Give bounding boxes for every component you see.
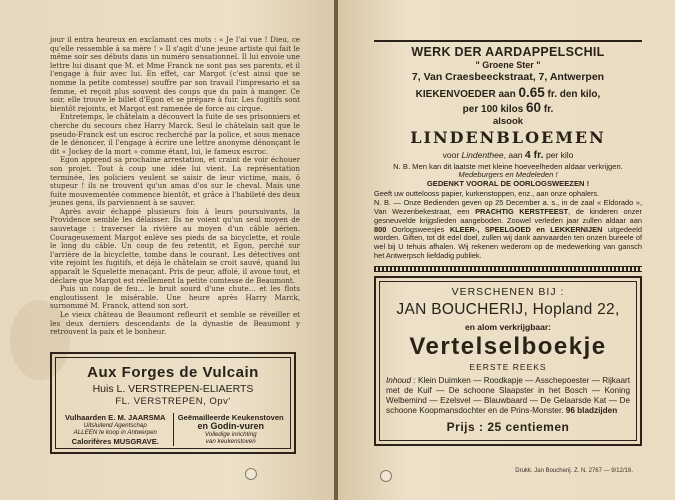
story-paragraph: Le vieux château de Beaumont refleurit et semble se réveiller et les deux derniers descendants de la dynastie de Beaumont y retrouvent la paix et le bonheur.: [50, 310, 300, 337]
ad-title: Aux Forges de Vulcain: [87, 364, 259, 381]
verschenen-bij: VERSCHENEN BIJ :: [451, 285, 565, 298]
per100-price: 60: [526, 100, 542, 115]
ad-line: en Godin-vuren: [197, 421, 264, 431]
nb2-kerstfeest: PRACHTIG KERSTFEEST: [475, 206, 569, 216]
ad-line: Geëmailleerde Keukenstoven: [177, 413, 284, 422]
geeft-text: Geeft uw outtelooss papier, kurkenstoppen, enz., aan onze ophalers.: [374, 188, 600, 198]
ad-right-column: [177, 413, 284, 446]
story-paragraph: Entretemps, le châtelain a découvert la fuite de ses prisonniers et cherche du secours chez Harry Marck. Seul le châtelain sait que le pseudo-Franck est un escroc recherché par la police, et sous menace de le dénoncer, il l'engage à écrire une lettre anonyme dénonçant le dit « Jockey de la mort » comme étant, lui, le fameux escroc.: [50, 112, 300, 156]
per100-unit: fr.: [543, 104, 554, 115]
book-title: Vertelselboekje: [409, 332, 607, 360]
lindenthee-price: 4 fr.: [524, 149, 544, 161]
printer-line: Drukk. Jan Boucherij. Z. N. 2767 — 9/12/16.: [515, 468, 633, 474]
appeal: [374, 171, 642, 189]
ad-line: Uitsluitend Agentschap: [83, 422, 147, 429]
story-paragraph: Puis un coup de feu... le bruit sourd d'une chute... et les flots engloutissent le misérable. Une heure après Harry Marck, surnommé M. Franck, attend son sort.: [50, 284, 300, 311]
ad-house: Huis L. VERSTREPEN-ELIAERTS: [92, 383, 254, 395]
inhoud-text: Klein Duimken — Roodkapje — Asschepoester — Rijkaart met de Kuif — De schoone Slaapster in het Bosch — Koning Welbemind — Ezelsvel — Blauwbaard — De Gelaarsde Kat — De schoone Koopmansdochter en de Prins-Monster.: [386, 375, 631, 415]
ad-line: Volledige inrichting: [204, 431, 257, 438]
reeks: EERSTE REEKS: [469, 361, 547, 372]
nb2-part: dank aanvaarden ten onzen bureele of wel bij U tehuis afhalen. Wij rekenen wederom op de medewerking van gansch het Antwerpsch liefdadig publiek.: [374, 233, 642, 260]
publisher: JAN BOUCHERIJ, Hopland 22,: [396, 300, 620, 318]
column-divider: [173, 413, 174, 446]
nb-note-1: N. B. Men kan dit laatste met kleine hoeveelheden aldaar verkrijgen.: [393, 162, 623, 171]
voor-label: voor: [442, 150, 460, 160]
decorative-rule: [374, 266, 642, 272]
werk-title: WERK DER AARDAPPELSCHIL: [411, 45, 605, 59]
staple-hole-icon: [245, 468, 257, 480]
nb2-part: Oorlogsweesjes: [391, 224, 445, 234]
nb2-gifts: KLEER-, SPEELGOED en LEKKERNIJEN: [449, 224, 603, 234]
book-price: Prijs : 25 centiemen: [446, 419, 570, 434]
kiekenvoeder-unit: fr. den kilo,: [547, 89, 601, 100]
lindenbloemen-heading: LINDENBLOEMEN: [410, 128, 606, 147]
nb2-part: uitgedeeld worden. Giften, tot dit edel doel, zullen wij: [374, 224, 642, 243]
alsook: alsook: [492, 116, 524, 127]
alom-verkrijgbaar: en alom verkrijgbaar:: [465, 321, 551, 332]
nb2-part: , de kinderen onzer gesneuvelde krijgslieden aangeboden. Zoowel verleden jaar zullen aldaar aan: [374, 206, 642, 225]
nb-note-2: [374, 199, 642, 261]
ad-owner: FL. VERSTREPEN, Opv': [115, 396, 231, 407]
top-rule: [374, 40, 642, 42]
right-page: [338, 0, 675, 500]
vulcain-advertisement: [50, 352, 296, 454]
inhoud-label: Inhoud :: [386, 375, 416, 385]
vertelselboekje-advertisement: [374, 276, 642, 446]
left-page: [0, 0, 336, 500]
aardappelschil-notice: [374, 40, 642, 446]
address: 7, Van Craesbeeckstraat, 7, Antwerpen: [411, 71, 605, 83]
lindenthee: Lindenthee: [461, 150, 504, 160]
voor-mid: , aan: [503, 150, 523, 160]
story-text: [50, 36, 300, 337]
ad-left-column: [62, 413, 169, 446]
kiekenvoeder-price: 0.65: [518, 85, 545, 100]
lindenthee-line: [374, 149, 642, 161]
nb2-count: 800: [374, 224, 387, 234]
inhoud: [386, 376, 630, 416]
per100-label: per 100 kilos: [462, 104, 524, 115]
gedenkt: GEDENKT VOORAL DE OORLOGSWEEZEN !: [426, 178, 590, 188]
ad-line: Vulhaarden E. M. JAARSMA: [64, 413, 166, 422]
kiekenvoeder-label: KIEKENVOEDER aan: [415, 89, 516, 100]
voor-unit: per kilo: [545, 150, 574, 160]
story-paragraph: Après avoir échappé plusieurs fois à leurs poursuivants, la Providence semble les délaisser. Ils ne voient qu'un seul moyen de sauvetage : traverser la rivière au moyen d'un câble aérien. Courageusement Margot enlève ses pieds de sa bicyclette, et roule le long du câble. Un coup de feu retentit, et Egon, perché sur l'arrière de la bicyclette, tombe dans le courant. Les détectives ont vite rejoint les fugitifs, et déjà le châtelain se croit sauvé, quand lui apparaît le Squelette menaçant. Pris de peur, affolé, il avoue tout, et déclare que Margot est réellement la petite comtesse de Beaumont.: [50, 206, 300, 285]
story-paragraph: jour il entra heureux en exclamant ces mots : « Je l'ai vue ! Dieu, ce qu'elle ressemble à sa mère ! » Il s'agit d'une jeune artiste qui fait le même soir ses débuts dans un numéro sensationnel. Il lui envoie une lettre lui disant que M. et Mme Franck ne sont pas ses parents, et il l'engage à fuir avec lui. En effet, car Margot (c'est ainsi que se nomme la petite comtesse) souffre par son travail l'impresario et sa femme, et reçoit plus souvent des coups que du pain à manger. Ce soir, elle trouve le billet d'Egon et se prépare à fuir. Les fugitifs sont bientôt rejoints, et Margot est ramenée de force au cirque.: [50, 35, 300, 113]
medeburgers: Medeburgers en Medeleden !: [458, 170, 558, 179]
ad-line: ALLEEN te koop in Antwerpen: [73, 429, 157, 437]
story-paragraph: Egon apprend sa prochaine arrestation, et craint de voir échouer son projet. Tout à coup une idée lui vient. La représentation terminée, les policiers veulent se saisir de leur victime, mais, ô stupeur ! ils ne trouvent qu'un amas d'os sur le cheval. Mais une fuite mouvementée commence bientôt, et grâce à l'habileté des deux jeunes gens, ils parviennent à se sauver.: [50, 155, 300, 208]
staple-hole-icon: [380, 470, 392, 482]
ad-line: Calorifères MUSGRAVE.: [71, 436, 159, 446]
nb2-part: N. B. — Onze Bedienden geven op 25 December a. s., in de zaal « Eldorado », Van Wezenbekestraat, een: [374, 198, 642, 216]
ad-line: van keukenstoven: [205, 438, 256, 446]
groene-ster: " Groene Ster ": [475, 60, 541, 70]
kiekenvoeder-line: [374, 85, 642, 100]
page-count: 96 bladzijden: [565, 405, 618, 415]
per100-line: [374, 100, 642, 115]
